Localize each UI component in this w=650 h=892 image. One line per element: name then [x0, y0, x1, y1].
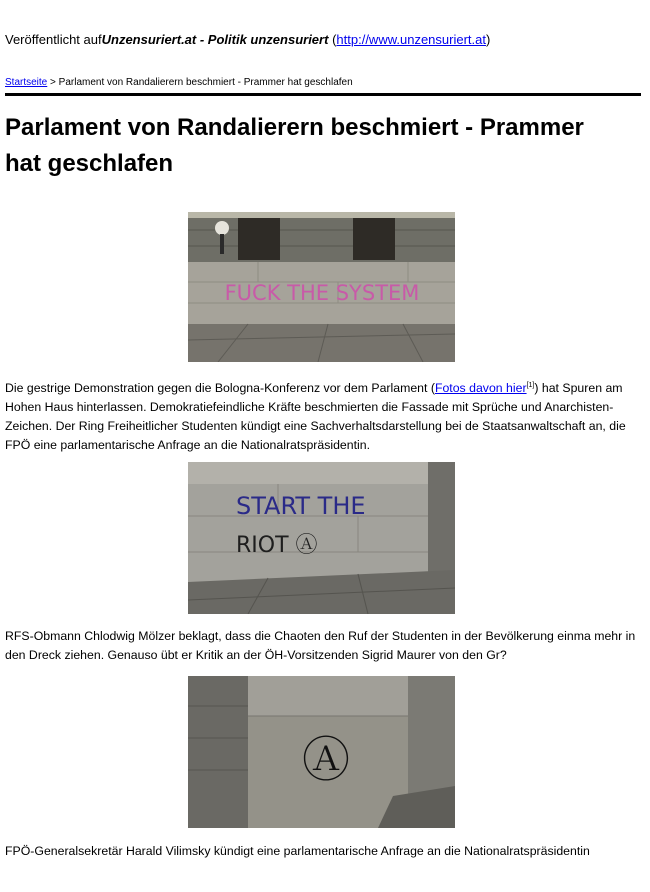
graffiti-wall-image-1	[188, 212, 455, 362]
graffiti-wall-image-3	[188, 676, 455, 828]
site-name: Unzensuriert.at - Politik unzensuriert	[101, 32, 329, 47]
paragraph-1-text-a: Die gestrige Demonstration gegen die Bologna-Konferenz vor dem Parlament (	[5, 381, 435, 396]
breadcrumb-current: Parlament von Randalierern beschmiert - Prammer hat geschlafen	[58, 77, 353, 88]
anarchy-symbol-graffiti: Ⓐ	[301, 732, 351, 788]
breadcrumb-home-link[interactable]: Startseite	[5, 77, 48, 88]
header-divider	[5, 93, 641, 96]
article-photo-3	[188, 676, 455, 828]
breadcrumb	[5, 77, 353, 88]
graffiti-wall-image-2	[188, 462, 455, 614]
url-open-paren: (	[332, 32, 337, 47]
graffiti-text-2b: RIOT Ⓐ	[236, 533, 318, 558]
paragraph-1	[5, 376, 645, 455]
paragraph-1-text-b: ) hat Spuren am Hohen Haus hinterlassen. Demokratiefeindliche Kräfte beschmierten die Fassade mit Sprüche und Anarchisten-Zeichen. Der Ring Freiheitlicher Studenten kündigt eine Sachverhaltsdarstellung bei de Staatsanwaltschaft an, die FPÖ eine parlamentarische Anfrage an die Nationalratspräsidentin.	[5, 381, 626, 453]
site-url-link[interactable]: http://www.unzensuriert.at	[336, 32, 486, 47]
published-prefix: Veröffentlicht auf	[5, 32, 102, 47]
article-photo-2	[188, 462, 455, 614]
breadcrumb-separator: >	[47, 77, 59, 88]
photos-link[interactable]: Fotos davon hier	[434, 381, 527, 396]
paragraph-2: RFS-Obmann Chlodwig Mölzer beklagt, dass die Chaoten den Ruf der Studenten in der Bevölkerung einma mehr in den Dreck ziehen. Genauso übt er Kritik an der ÖH-Vorsitzenden Sigrid Maurer von den Gr?	[5, 629, 636, 662]
published-line	[5, 32, 490, 47]
graffiti-text-1: FUCK THE SYSTEM	[224, 281, 420, 305]
graffiti-text-2a: START THE	[236, 492, 366, 520]
article-title: Parlament von Randalierern beschmiert - Prammer hat geschlafen	[5, 114, 584, 177]
footnote-ref: [1]	[526, 382, 535, 389]
paragraph-3: FPÖ-Generalsekretär Harald Vilimsky kündigt eine parlamentarische Anfrage an die Nationalratspräsidentin	[5, 844, 590, 858]
article-photo-1	[188, 212, 455, 362]
url-close-paren: )	[485, 32, 491, 47]
